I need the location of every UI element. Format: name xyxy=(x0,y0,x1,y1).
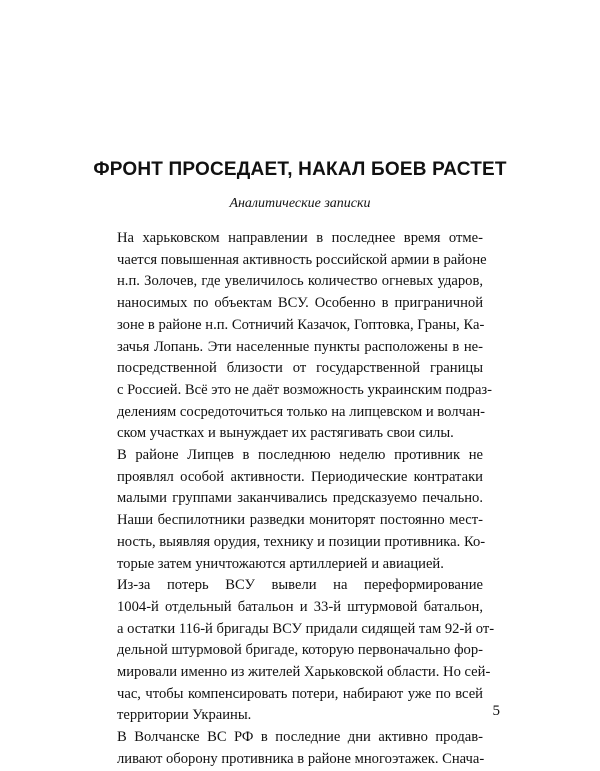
text-line: с Россией. Всё это не даёт возможность украинским подраз- xyxy=(117,381,493,398)
text-line: час, чтобы компенсировать потери, набирают уже по всей xyxy=(117,685,483,702)
text-line: На харьковском направлении в последнее время отме- xyxy=(117,230,483,246)
page-title: ФРОНТ ПРОСЕДАЕТ, НАКАЛ БОЕВ РАСТЕТ xyxy=(93,159,507,180)
text-line: чается повышенная активность российской армии в районе xyxy=(117,251,487,268)
paragraph xyxy=(117,445,486,575)
paragraph xyxy=(117,727,483,770)
text-line: В Волчанске ВС РФ в последние дни активно продав- xyxy=(117,729,483,746)
text-line: ском участках и вынуждает их растягивать свои силы. xyxy=(117,425,454,442)
text-line: Из-за потерь ВСУ вывели на переформирование xyxy=(117,577,483,594)
text-line: проявлял особой активности. Периодические контратаки xyxy=(117,468,483,485)
text-line: а остатки 116-й бригады ВСУ придали сидящей там 92-й от- xyxy=(117,620,495,637)
text-line: ливают оборону противника в районе многоэтажек. Снача- xyxy=(117,750,485,767)
text-line: зоне в районе н.п. Сотничий Казачок, Гоптовка, Граны, Ка- xyxy=(117,316,485,333)
text-line: делениям сосредоточиться только на липцевском и волчан- xyxy=(117,403,486,420)
text-line: торые затем уничтожаются артиллерией и авиацией. xyxy=(117,555,444,572)
text-line: наносимых по объектам ВСУ. Особенно в приграничной xyxy=(117,295,483,312)
text-line: В районе Липцев в последнюю неделю противник не xyxy=(117,447,483,464)
text-line: н.п. Золочев, где увеличилось количество огневых ударов, xyxy=(117,273,483,290)
text-line: посредственной близости от государственной границы xyxy=(117,360,483,377)
paragraph xyxy=(117,228,493,445)
body-text xyxy=(117,228,495,771)
page-subtitle: Аналитические записки xyxy=(229,196,371,211)
paragraph xyxy=(117,575,495,727)
text-line: зачья Лопань. Эти населенные пункты расположены в не- xyxy=(117,338,483,355)
text-line: 1004-й отдельный батальон и 33-й штурмовой батальон, xyxy=(117,598,483,615)
text-line: малыми группами заканчивались предсказуемо печально. xyxy=(117,490,483,507)
text-line: территории Украины. xyxy=(117,707,252,724)
text-line: мировали именно из жителей Харьковской области. Но сей- xyxy=(117,664,491,681)
text-line: ность, выявляя орудия, технику и позиции противника. Ко- xyxy=(117,533,486,550)
text-line: Наши беспилотники разведки мониторят постоянно мест- xyxy=(117,512,483,529)
page-number: 5 xyxy=(492,703,500,719)
text-line: дельной штурмовой бригаде, которую первоначально фор- xyxy=(117,642,483,659)
